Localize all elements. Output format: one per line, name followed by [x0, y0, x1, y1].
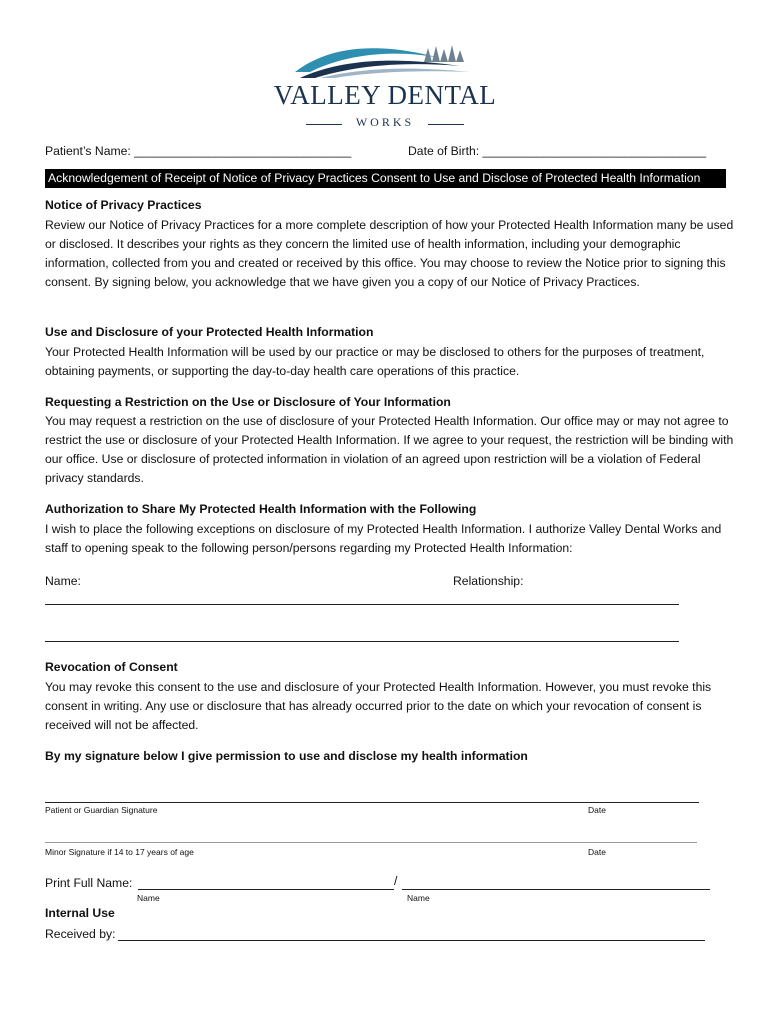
- revocation-body: You may revoke this consent to the use and disclosure of your Protected Health Information. However, you must revoke this consent in writing. Any use or disclosure that has already occurred prior to the date on which your revocation of consent is received will not be affected.: [45, 680, 712, 732]
- patient-name-field[interactable]: Patient’s Name: ________________________________: [45, 144, 352, 158]
- print-name-separator: /: [394, 874, 398, 888]
- permission-statement: By my signature below I give permission to use and disclose my health information: [45, 749, 528, 763]
- authorization-heading: Authorization to Share My Protected Health Information with the Following: [45, 502, 477, 516]
- logo: [290, 40, 480, 80]
- logo-rule-right: [428, 124, 464, 125]
- authorized-name-label: Name:: [45, 574, 81, 588]
- minor-date-label: Date: [588, 847, 606, 857]
- patient-signature-line[interactable]: [45, 802, 699, 803]
- internal-use-heading: Internal Use: [45, 906, 115, 920]
- logo-subtitle: WORKS: [355, 115, 415, 129]
- notice-heading: Notice of Privacy Practices: [45, 198, 202, 212]
- print-name-caption-2: Name: [407, 893, 430, 903]
- print-name-label: Print Full Name:: [45, 876, 133, 890]
- received-by-label: Received by:: [45, 927, 116, 941]
- print-name-caption-1: Name: [137, 893, 160, 903]
- use-body: Your Protected Health Information will be used by our practice or may be disclosed to others for the purposes of treatment, obtaining payments, or supporting the day-to-day health care operations of this practice.: [45, 345, 705, 378]
- form-title-banner: Acknowledgement of Receipt of Notice of Privacy Practices Consent to Use and Disclose of Protected Health Information: [45, 169, 726, 188]
- patient-date-label: Date: [588, 805, 606, 815]
- print-name-line-1[interactable]: [138, 889, 394, 890]
- received-by-line[interactable]: [118, 940, 705, 941]
- logo-mountain-icon: [290, 40, 480, 80]
- authorized-person-line-1[interactable]: [45, 604, 679, 605]
- minor-signature-line[interactable]: [45, 842, 697, 843]
- use-heading: Use and Disclosure of your Protected Health Information: [45, 325, 374, 339]
- patient-signature-label: Patient or Guardian Signature: [45, 805, 158, 815]
- authorized-person-line-2[interactable]: [45, 641, 679, 642]
- relationship-label: Relationship:: [453, 574, 524, 588]
- restriction-heading: Requesting a Restriction on the Use or Disclosure of Your Information: [45, 395, 451, 409]
- revocation-heading: Revocation of Consent: [45, 660, 178, 674]
- logo-title: VALLEY DENTAL: [273, 80, 497, 110]
- authorization-body: I wish to place the following exceptions on disclosure of my Protected Health Information. I authorize Valley Dental Works and staff to opening speak to the following person/persons regarding my Protected Health Information:: [45, 522, 722, 555]
- notice-body: Review our Notice of Privacy Practices for a more complete description of how your Protected Health Information many be used or disclosed. It describes your rights as they concern the limited use of health information, including your demographic information, collected from you and created or received by this office. You may choose to review the Notice prior to signing this consent. By signing below, you acknowledge that we have given you a copy of our Notice of Privacy Practices.: [45, 218, 734, 289]
- minor-signature-label: Minor Signature if 14 to 17 years of age: [45, 847, 194, 857]
- date-of-birth-field[interactable]: Date of Birth: _________________________________: [408, 144, 707, 158]
- print-name-line-2[interactable]: [402, 889, 710, 890]
- restriction-body: You may request a restriction on the use of disclosure of your Protected Health Information. Our office may or may not agree to restrict the use or disclosure of your Protected Health Information. If we agree to your request, the restriction will be binding with our office. Use or disclosure of protected information in violation of an agreed upon restriction will be a violation of Federal privacy standards.: [45, 414, 734, 485]
